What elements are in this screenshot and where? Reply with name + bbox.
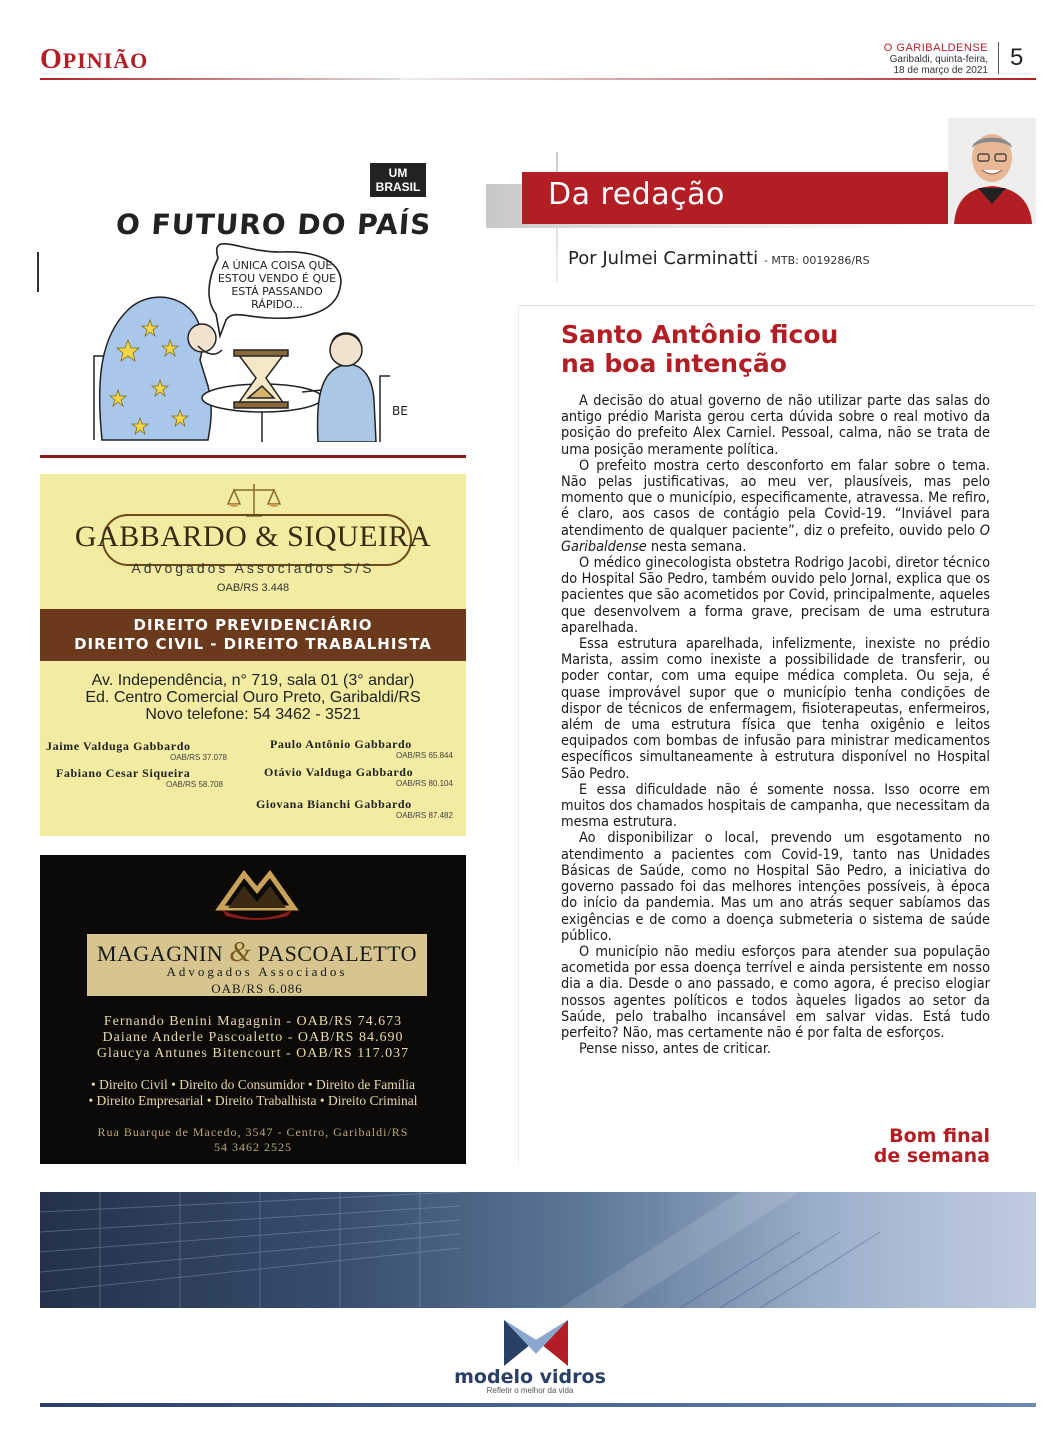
signoff-line1: Bom final [889,1125,990,1147]
ad1-address [40,672,466,723]
table-and-hourglass [202,350,322,442]
paragraph [561,458,990,555]
cartoon-title: O FUTURO DO PAÍS [114,208,433,241]
artist-signature: BE [392,404,408,418]
bubble-line: A ÚNICA COISA QUE [221,259,333,272]
ad1-practice-line2: DIREITO CIVIL - DIREITO TRABALHISTA [74,635,432,653]
ad2-areas-line2: • Direito Empresarial • Direito Trabalhista • Direito Criminal [88,1093,418,1108]
cartoon-divider [40,455,466,458]
ad1-lawyer [264,765,413,780]
footer-rule [40,1403,1036,1407]
paragraph-text: nesta semana. [646,538,747,555]
ad1-address-line2: Ed. Centro Comercial Ouro Preto, Garibaldi/RS [85,689,421,706]
ad2-name-left: MAGAGNIN [96,941,224,966]
section-title-rest: PINIÃO [62,48,149,73]
paragraph: Essa estrutura aparelhada, infelizmente, inexiste no prédio Marista, assim como inexiste a possibilidade de transferir, ou poder contar, com uma equipe médica completa. Ou seja, é quase improvável supor que o município tenha condições de dispor de técnicos de enfermagem, fisioterapeutas, enfermeiros, além de uma estrutura física que tenha oxigênio e leitos equipados com bombas de infusão para ministrar medicamentos específicos simultaneamente à estrutura disponível no Hospital São Pedro. [561,636,990,782]
modelo-vidros-logo-icon [500,1316,572,1368]
logo-line1: UM [388,166,408,180]
paragraph: O município não mediu esforços para atender sua população acometida por essa doença terrível e ainda persistente em nosso dia a dia. Desde o ano passado, e como agora, é preciso elogiar nossos agentes políticos e todos àqueles ligados ao setor da Saúde, pelo trabalho incansável em salvar vidas. Está tudo perfeito? Não, mas certamente não é por falta de esforços. [561,943,990,1041]
ad2-ampersand: & [229,937,252,968]
ad2-areas-line1: • Direito Civil • Direito do Consumidor • Direito de Família [91,1077,415,1092]
section-title-initial: O [40,44,63,75]
bubble-line: RÁPIDO... [251,298,303,311]
bubble-line: ESTÁ PASSANDO [231,285,323,298]
columnist-photo [948,118,1036,224]
paragraph: O médico ginecologista obstetra Rodrigo Jacobi, diretor técnico do Hospital São Pedro, também ouvido pelo Jornal, explica que os pacientes que são acometidos por Covid, principalmente, aqueles que desenvolvem a forma grave, precisam de uma estrutura aparelhada. [561,555,990,636]
ad1-lawyer-oab: OAB/RS 65.844 [396,751,453,760]
ad1-firm-name: GABBARDO & SIQUEIRA [74,520,432,553]
section-title [40,44,148,76]
ad1-lawyer-oab: OAB/RS 80.104 [396,779,453,788]
ad1-lawyer [256,797,412,812]
page-number: 5 [1010,44,1024,71]
modelo-vidros-banner[interactable] [40,1192,1036,1308]
modelo-vidros-tagline: Refletir o melhor da vida [486,1386,574,1395]
headline-line1: Santo Antônio ficou [561,320,839,349]
lawyer-name: Jaime Valduga Gabbardo [46,739,191,753]
ad1-lawyer-oab: OAB/RS 37.078 [170,753,227,762]
bubble-line: ESTOU VENDO É QUE [217,272,337,285]
margin-mark [37,252,39,292]
signoff-line2: de semana [873,1145,990,1167]
article-headline [561,320,1021,378]
byline [568,248,870,269]
ad2-lawyer: Daiane Anderle Pascoaletto - OAB/RS 84.690 [102,1030,404,1045]
um-brasil-logo [370,163,426,197]
ad1-lawyer [56,766,190,781]
ad1-lawyer-oab: OAB/RS 87.482 [396,811,453,820]
ad2-address: Rua Buarque de Macedo, 3547 - Centro, Garibaldi/RS [97,1125,409,1139]
modelo-vidros-brand: modelo vidros [454,1366,606,1388]
paragraph: A decisão do atual governo de não utilizar parte das salas do antigo prédio Marista gerou certa dúvida sobre o real motivo da posição do prefeito Alex Carniel. Pessoal, calma, não se trata de uma posição meramente política. [561,393,990,458]
ad1-oab: OAB/RS 3.448 [216,582,290,594]
lawyer-name: Paulo Antônio Gabbardo [270,737,412,751]
ad1-lawyer [270,737,412,752]
header-rule-left [40,78,400,80]
speech-bubble-text [212,259,342,311]
ad1-lawyer [46,739,191,754]
newspaper-reference: O Garibaldense [561,522,990,555]
ad2-name-right: PASCOALETTO [257,941,418,966]
page-number-divider [998,42,999,74]
edition-date-line2: 18 de março de 2021 [893,65,988,76]
headline-line2: na boa intenção [561,349,787,378]
lawyer-name: Giovana Bianchi Gabbardo [256,797,412,811]
paragraph: Pense nisso, antes de criticar. [579,1041,771,1058]
old-man-figure [302,333,390,442]
ad2-practice-areas [40,1077,466,1109]
ad1-practice-line1: DIREITO PREVIDENCIÁRIO [133,616,373,634]
ad2-lawyer: Fernando Benini Magagnin - OAB/RS 74.673 [103,1014,403,1029]
ad1-phone: Novo telefone: 54 3462 - 3521 [145,706,361,723]
paragraph: Ao disponibilizar o local, prevendo um esgotamento no atendimento a pacientes com Covid-19, tanto nas Unidades Básicas de Saúde, como no Hospital São Pedro, a iniciativa do governo passado foi das melhores intenções possíveis, à época do início da pandemia. Mas um ano atrás sequer sabíamos das exigências e de como a doença submeteria o sistema de saúde público. [561,830,990,944]
ad1-subtitle: Advogados Associados S/S [131,560,375,576]
ad2-contact [40,1125,466,1155]
column-title: Da redação [548,177,725,212]
lawyer-name: Otávio Valduga Gabbardo [264,765,414,779]
header-rule-right [400,78,1036,80]
ad2-phone: 54 3462 2525 [214,1140,292,1154]
newspaper-name: O GARIBALDENSE [883,42,988,54]
article-signoff [850,1126,990,1166]
paragraph-text: O prefeito mostra certo desconforto em falar sobre o tema. Não pelas justificativas, ao meu ver, plausíveis, mas pelo momento que o município, especificamente, atravessa. Me refiro, é claro, aos casos de contágio pela Covid-19. “Inviável para atendimento de qualquer paciente”, diz o prefeito, ouvido pelo [561,457,990,539]
author-name: Por Julmei Carminatti [568,248,759,269]
ad1-address-line1: Av. Independência, n° 719, sala 01 (3° andar) [91,672,415,689]
ad2-subtitle: Advogados Associados [166,964,348,979]
ad2-lawyers [40,1014,466,1062]
ad1-lawyer-oab: OAB/RS 58.708 [166,780,223,789]
paragraph: E essa dificuldade não é somente nossa. Isso ocorre em muitos dos chamados hospitais de campanha, que necessitam da mesma estrutura. [561,781,990,831]
ad2-lawyer: Glaucya Antunes Bitencourt - OAB/RS 117.037 [96,1046,410,1061]
glass-building-graphic [40,1192,1036,1308]
author-mtb: - MTB: 0019286/RS [763,254,870,267]
edition-date [848,54,988,76]
edition-date-line1: Garibaldi, quinta-feira, [889,54,988,65]
lawyer-name: Fabiano Cesar Siqueira [56,766,191,780]
logo-line2: BRASIL [375,180,421,194]
article-body [561,393,990,1057]
mountain-logo-icon [214,864,300,924]
old-woman-figure [94,297,222,440]
ad2-oab: OAB/RS 6.086 [211,981,303,996]
